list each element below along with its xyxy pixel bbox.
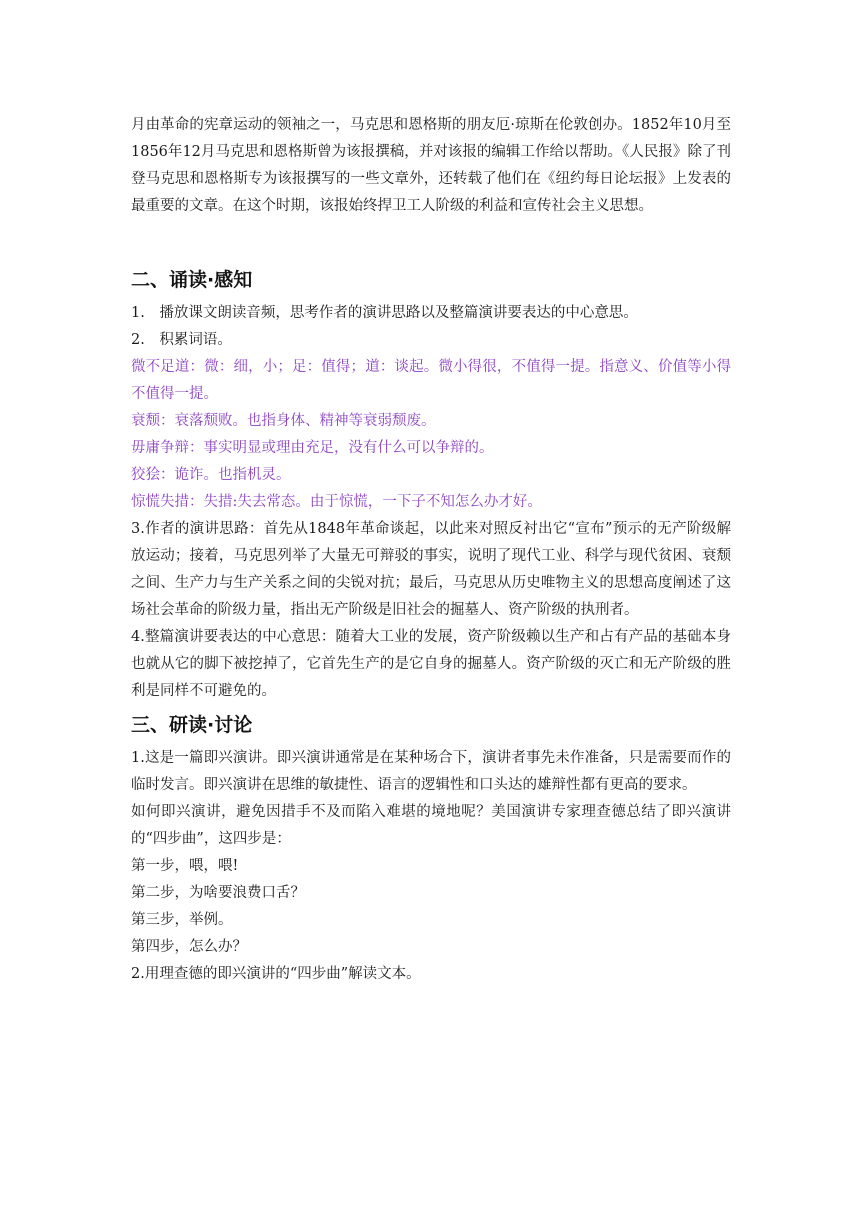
intro-paragraph: 月由革命的宪章运动的领袖之一，马克思和恩格斯的朋友厄·琼斯在伦敦创办。1852年10月至1856年12月马克思和恩格斯曾为该报撰稿，并对该报的编辑工作给以帮助。《人民报》除了刊登马克思和恩格斯专为该报撰写的一些文章外，还转载了他们在《纽约每日论坛报》上发表的最重要的文章。在这个时期，该报始终捍卫工人阶级的利益和宣传社会主义思想。 [131,117,731,214]
section2-item-1: 1. 播放课文朗读音频，思考作者的演讲思路以及整篇演讲要表达的中心意思。 [131,305,638,321]
section3-question: 如何即兴演讲，避免因措手不及而陷入难堪的境地呢？美国演讲专家理查德总结了即兴演讲的“四步曲”，这四步是： [131,804,731,847]
vocab-entry: 衰颓：衰落颓败。也指身体、精神等衰弱颓废。 [131,413,436,429]
step-line: 第三步，举例。 [131,912,233,928]
document-page [131,112,731,988]
vocab-entry: 毋庸争辩：事实明显或理由充足，没有什么可以争辩的。 [131,440,494,456]
section2-item-2: 2. 积累词语。 [131,332,232,348]
vocab-entry: 惊慌失措：失措:失去常态。由于惊慌，一下子不知怎么办才好。 [131,494,542,510]
section2-item-4: 4.整篇演讲要表达的中心意思：随着大工业的发展，资产阶级赖以生产和占有产品的基础本身也就从它的脚下被挖掉了，它首先生产的是它自身的掘墓人。资产阶级的灭亡和无产阶级的胜利是同样不可避免的。 [131,629,731,699]
section2-item-3: 3.作者的演讲思路：首先从1848年革命谈起，以此来对照反衬出它“宣布”预示的无产阶级解放运动；接着，马克思列举了大量无可辩驳的事实，说明了现代工业、科学与现代贫困、衰颓之间、生产力与生产关系之间的尖锐对抗；最后，马克思从历史唯物主义的思想高度阐述了这场社会革命的阶级力量，指出无产阶级是旧社会的掘墓人、资产阶级的执刑者。 [131,521,731,618]
section3-item-2: 2.用理查德的即兴演讲的“四步曲”解读文本。 [131,966,421,982]
section3-item-1: 1.这是一篇即兴演讲。即兴演讲通常是在某种场合下，演讲者事先未作准备，只是需要而作的临时发言。即兴演讲在思维的敏捷性、语言的逻辑性和口头达的雄辩性都有更高的要求。 [131,750,731,793]
step-line: 第二步，为啥要浪费口舌？ [131,885,305,901]
vocab-entry: 狡狯：诡诈。也指机灵。 [131,467,291,483]
section-heading-study-discussion: 三、研读·讨论 [131,714,253,736]
vocab-entry: 微不足道：微：细，小；足：值得；道：谈起。微小得很，不值得一提。指意义、价值等小得不值得一提。 [131,359,731,402]
step-line: 第四步，怎么办？ [131,939,247,955]
step-line: 第一步，喂，喂! [131,858,239,874]
section-heading-reading-perception: 二、诵读·感知 [131,269,253,291]
